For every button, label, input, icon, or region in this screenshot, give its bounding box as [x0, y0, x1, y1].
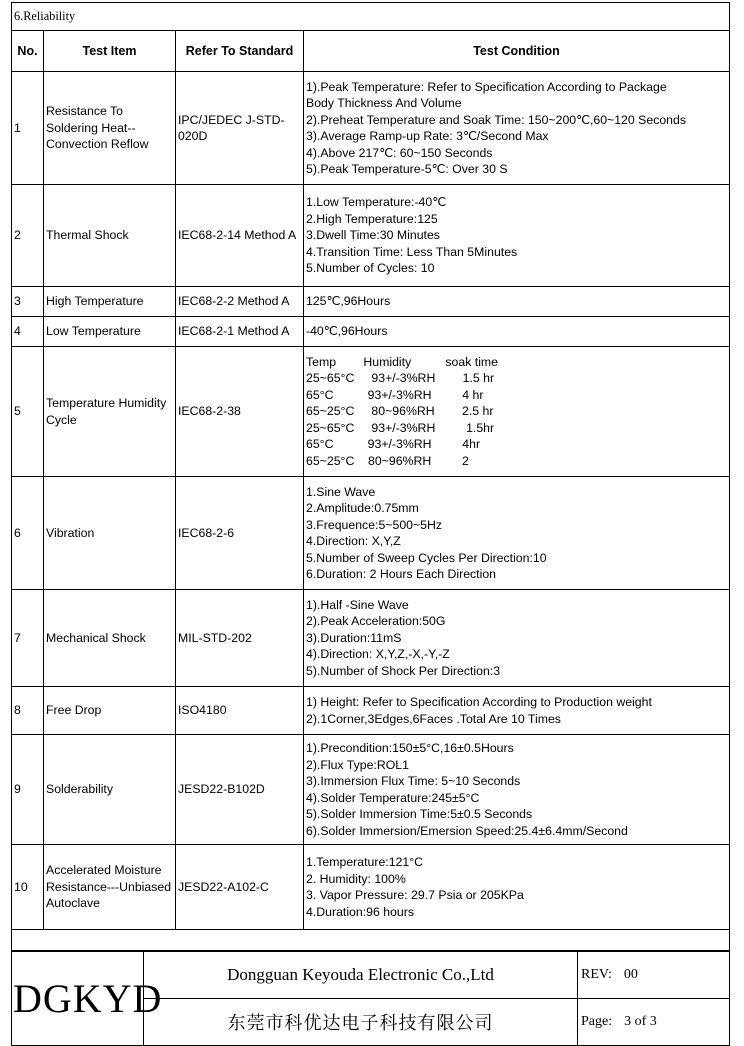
condition-line: 2. Humidity: 100% — [306, 871, 406, 886]
condition-line: 3).Immersion Flux Time: 5~10 Seconds — [306, 774, 521, 788]
row-number: 1 — [12, 72, 44, 185]
row-standard: IEC68-2-2 Method A — [176, 287, 304, 317]
blank-cell — [12, 930, 730, 951]
condition-line: 3).Duration:11mS — [306, 630, 402, 645]
row-test-item: Low Temperature — [44, 317, 176, 347]
row-standard: IEC68-2-1 Method A — [176, 317, 304, 347]
header-condition: Test Condition — [304, 31, 730, 72]
page-value: 3 of 3 — [624, 1014, 657, 1029]
row-test-condition — [304, 287, 730, 317]
rev-value: 00 — [623, 967, 638, 982]
condition-line: 1.Sine Wave — [306, 484, 376, 499]
row-number: 6 — [12, 477, 44, 590]
condition-line: 1.Temperature:121°C — [306, 855, 424, 869]
row-standard: IEC68-2-38 — [176, 347, 304, 477]
row-number: 3 — [12, 287, 44, 317]
table-row — [12, 687, 730, 735]
row-standard: IPC/JEDEC J-STD-020D — [176, 72, 304, 185]
condition-line: 4).Above 217℃: 60~150 Seconds — [306, 145, 493, 160]
page-label: Page: — [581, 1014, 613, 1029]
condition-line: 1.Low Temperature:-40℃ — [306, 195, 447, 210]
condition-line: 25~65°C 93+/-3%RH 1.5hr — [306, 420, 495, 435]
condition-line: 2.Amplitude:0.75mm — [306, 501, 419, 515]
row-standard: JESD22-A102-C — [176, 845, 304, 930]
condition-line: 2).Preheat Temperature and Soak Time: 150~200℃,60~120 Seconds — [306, 112, 687, 127]
condition-line: 1) Height: Refer to Specification According to Production weight — [306, 695, 652, 709]
condition-line: 3. Vapor Pressure: 29.7 Psia or 205KPa — [306, 888, 524, 902]
row-number: 7 — [12, 590, 44, 687]
row-test-condition — [304, 845, 730, 930]
table-row — [12, 185, 730, 287]
row-test-condition — [304, 72, 730, 185]
row-test-item: Temperature Humidity Cycle — [44, 347, 176, 477]
condition-line: 5.Number of Cycles: 10 — [306, 261, 435, 276]
condition-line: 6.Duration: 2 Hours Each Direction — [306, 567, 497, 581]
row-number: 10 — [12, 845, 44, 930]
row-test-item: High Temperature — [44, 287, 176, 317]
condition-line: 6).Solder Immersion/Emersion Speed:25.4±6.4mm/Second — [306, 823, 628, 838]
condition-line: 4).Solder Temperature:245±5°C — [306, 790, 480, 805]
table-row — [12, 477, 730, 590]
condition-line: 4).Direction: X,Y,Z,-X,-Y,-Z — [306, 647, 450, 662]
condition-line: 5).Number of Shock Per Direction:3 — [306, 663, 501, 678]
revision-cell — [578, 952, 730, 999]
footer-table — [11, 951, 730, 1046]
row-standard: JESD22-B102D — [176, 735, 304, 845]
row-standard: MIL-STD-202 — [176, 590, 304, 687]
condition-line: Temp Humidity soak time — [306, 354, 499, 369]
row-test-condition — [304, 477, 730, 590]
condition-line: 125℃,96Hours — [306, 294, 391, 309]
row-test-item: Vibration — [44, 477, 176, 590]
section-title: 6.Reliability — [12, 3, 730, 31]
table-row — [12, 72, 730, 185]
header-test-item: Test Item — [44, 31, 176, 72]
row-number: 5 — [12, 347, 44, 477]
condition-line: 2).Flux Type:ROL1 — [306, 757, 409, 772]
condition-line: 1).Peak Temperature: Refer to Specification According to Package — [306, 79, 667, 94]
table-row — [12, 735, 730, 845]
row-test-item: Resistance To Soldering Heat--Convection Reflow — [44, 72, 176, 185]
row-test-condition — [304, 687, 730, 735]
table-row — [12, 317, 730, 347]
header-no: No. — [12, 31, 44, 72]
condition-line: 25~65°C 93+/-3%RH 1.5 hr — [306, 371, 495, 386]
condition-line: 65~25°C 80~96%RH 2 — [306, 453, 469, 468]
condition-line: 5.Number of Sweep Cycles Per Direction:10 — [306, 550, 547, 565]
table-row — [12, 287, 730, 317]
table-row — [12, 590, 730, 687]
row-number: 2 — [12, 185, 44, 287]
row-standard: ISO4180 — [176, 687, 304, 735]
condition-line: 65°C 93+/-3%RH 4 hr — [306, 387, 484, 402]
condition-line: 1).Precondition:150±5°C,16±0.5Hours — [306, 741, 514, 755]
page-cell — [578, 999, 730, 1046]
row-test-item: Solderability — [44, 735, 176, 845]
row-number: 4 — [12, 317, 44, 347]
row-test-condition — [304, 347, 730, 477]
row-test-condition — [304, 590, 730, 687]
row-standard: IEC68-2-6 — [176, 477, 304, 590]
row-test-condition — [304, 317, 730, 347]
row-test-condition — [304, 735, 730, 845]
table-row — [12, 845, 730, 930]
row-number: 8 — [12, 687, 44, 735]
condition-line: 2.High Temperature:125 — [306, 211, 438, 226]
condition-line: 65~25°C 80~96%RH 2.5 hr — [306, 404, 494, 419]
header-standard: Refer To Standard — [176, 31, 304, 72]
row-test-condition — [304, 185, 730, 287]
row-test-item: Accelerated Moisture Resistance---Unbiased Autoclave — [44, 845, 176, 930]
condition-line: -40℃,96Hours — [306, 324, 388, 339]
condition-line: 5).Peak Temperature-5℃: Over 30 S — [306, 162, 508, 176]
condition-line: 2).Peak Acceleration:50G — [306, 614, 446, 629]
row-test-item: Mechanical Shock — [44, 590, 176, 687]
row-number: 9 — [12, 735, 44, 845]
blank-row — [12, 930, 730, 951]
row-standard: IEC68-2-14 Method A — [176, 185, 304, 287]
condition-line: 4.Direction: X,Y,Z — [306, 534, 401, 548]
company-name-en: Dongguan Keyouda Electronic Co.,Ltd — [144, 952, 578, 999]
header-row — [12, 31, 730, 72]
condition-line: 4.Transition Time: Less Than 5Minutes — [306, 244, 518, 259]
condition-line: 3.Frequence:5~500~5Hz — [306, 517, 443, 532]
rev-label: REV: — [581, 967, 612, 982]
condition-line: 2).1Corner,3Edges,6Faces .Total Are 10 Times — [306, 711, 561, 726]
reliability-table — [11, 2, 730, 951]
company-name-cn: 东莞市科优达电子科技有限公司 — [144, 999, 578, 1046]
condition-line: 3).Average Ramp-up Rate: 3℃/Second Max — [306, 129, 549, 143]
condition-line: 4.Duration:96 hours — [306, 904, 415, 919]
condition-line: 1).Half -Sine Wave — [306, 597, 409, 612]
condition-line: 3.Dwell Time:30 Minutes — [306, 228, 440, 243]
table-row — [12, 347, 730, 477]
row-test-item: Free Drop — [44, 687, 176, 735]
condition-line: Body Thickness And Volume — [306, 96, 462, 110]
condition-line: 5).Solder Immersion Time:5±0.5 Seconds — [306, 807, 533, 821]
reliability-page — [11, 2, 729, 1046]
row-test-item: Thermal Shock — [44, 185, 176, 287]
company-logo: DGKYD — [12, 952, 144, 1046]
condition-line: 65°C 93+/-3%RH 4hr — [306, 437, 481, 452]
